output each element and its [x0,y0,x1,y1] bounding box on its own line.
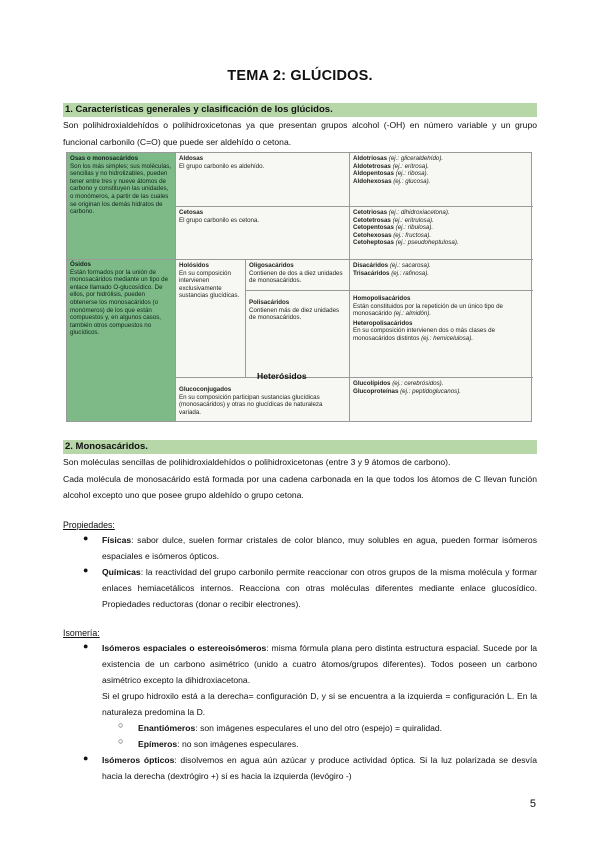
poli-cell [246,297,349,377]
osas-cell [67,153,175,259]
cetosas-item-0: Cetotriosas (ej.: dihidroxiacetona). [353,209,450,216]
poli-text: Contienen más de diez unidades de monosacáridos. [249,306,340,322]
oligo-item-1: Trisacáridos (ej.: rafinosa). [353,269,430,277]
bullet-icon: ● [83,533,89,543]
circle-bullet-icon: ○ [118,736,124,746]
gluco-cell [176,384,349,421]
cetosas-cell [176,207,349,259]
section2-text1: Son moléculas sencillas de polihidroxialdehídos o polihidroxicetonas (entre 3 y 9 átomos de carbono). [63,457,451,467]
gluco-title: Glucoconjugados [179,386,232,393]
enantiomeros-text: Enantiómeros: son imágenes especulares el uno del otro (espejo) = quiralidad. [138,723,443,733]
section1-text: Son polihidroxialdehídos o polihidroxicetonas ya que presentan grupos alcohol (-OH) en número variable y un grupo funcional carbonilo (C=O) que puede ser aldehído o cetona. [63,120,537,147]
poli-list [350,293,533,377]
espaciales-text: Isómeros espaciales o estereoisómeros: misma fórmula plana pero distinta estructura espacial. Sucede por la existencia de un carbono asimétrico (unido a cuatro átomos/grupos diferentes). Todos poseen un carbono asimétrico excepto la dihidroxiacetona. [102,643,538,685]
holosidos-text: En su composición intervienen exclusivamente sustancias glucídicas. [179,269,240,300]
espaciales-text2: Si el grupo hidroxilo está a la derecha= configuración D, y si se encuentra a la izquierda = configuración L. En la naturaleza predomina la D. [102,691,537,717]
classification-table [66,152,532,422]
osas-title: Osas o monosacáridos [70,155,139,162]
fisicas-text: Físicas: sabor dulce, suelen formar cristales de color blanco, muy solubles en agua, pueden formar isómeros espaciales e isómeros ópticos. [102,535,537,561]
aldosas-item-0: Aldotriosas (ej.: gliceraldehído). [353,155,444,162]
oligo-cell [246,260,349,290]
isomeria-label: Isomería: [63,628,100,638]
oligo-title: Oligosacáridos [249,262,294,269]
bullet-icon: ● [83,641,89,651]
quimicas-text: Químicas: la reactividad del grupo carbonilo permite reaccionar con otros grupos de la misma molécula y formar enlaces hemiacetálicos internos. Reacciona con otras moléculas diferentes mediante enlace glucosídico. Propiedades reductoras (donar o recibir electrones). [102,567,537,609]
osidos-cell [67,259,175,421]
osas-text: Son los más simples; sus moléculas, sencillas y no hidrolizables, pueden tener entre tres y nueve átomos de carbono y constituyen las unidades, o monómeros, a partir de las cuales se originan los demás hidratos de carbono. [70,162,172,216]
propiedades-label: Propiedades: [63,520,115,530]
section2-text2: Cada molécula de monosacárido está formada por una cadena carbonada en la que todos los átomos de C llevan función alcohol excepto uno que posee grupo aldehído o grupo cetona. [63,473,537,500]
cetosas-item-1: Cetotetrosas (ej.: eritrulosa). [353,216,434,224]
cetosas-item-3: Cetohexosas (ej.: fructosa). [353,231,432,239]
holosidos-title: Holósidos [179,262,209,269]
gluco-item-0: Glucolípidos (ej.: cerebrósidos). [353,380,444,387]
epimeros-item [118,736,537,752]
section1-heading: 1. Características generales y clasificación de los glúcidos. [63,103,537,117]
gluco-item-1: Glucoproteínas (ej.: peptidoglucanos). [353,387,462,395]
gluco-list [350,378,533,421]
cetosas-list [350,207,533,259]
cetosas-item-4: Cetoheptosas (ej.: pseudoheptulosa). [353,239,459,247]
aldosas-cell [176,153,349,206]
cetosas-text: El grupo carbonilo es cetona. [179,216,260,224]
cetosas-item-2: Cetopentosas (ej.: ribulosa). [353,224,434,232]
quimicas-item [84,564,537,612]
gluco-text: En su composición participan sustancias glucídicas (monosacáridos) y otras no glucídicas de naturaleza variada. [179,393,323,416]
espaciales-item [84,640,537,720]
osidos-title: Ósidos [70,261,91,268]
aldosas-item-1: Aldotetrosas (ej.: eritrosa). [353,162,430,170]
poli-title: Polisacáridos [249,299,290,306]
section2-intro [63,454,537,504]
oligo-list [350,260,533,290]
homo-text: Están constituidos por la repetición de un único tipo de monosacárido (ej.: almidón). [353,302,503,318]
enantiomeros-item [118,720,537,736]
bullet-icon: ● [83,565,89,575]
heterosidos-label: Heterósidos [257,371,307,381]
oligo-text: Contienen de dos a diez unidades de monosacáridos. [249,269,343,285]
hetero-text: En su composición intervienen dos o más clases de monosacáridos distintos (ej.: hemicelulosa). [353,327,496,342]
section2-heading: 2. Monosacáridos. [63,440,537,454]
aldosas-list [350,153,533,206]
aldosas-item-3: Aldohexosas (ej.: glucosa). [353,177,431,185]
epimeros-text: Epímeros: no son imágenes especulares. [138,739,299,749]
aldosas-title: Aldosas [179,155,204,162]
page-title: TEMA 2: GLÚCIDOS. [227,68,373,84]
aldosas-item-2: Aldopentosas (ej.: ribosa). [353,170,429,178]
homo-title: Homopolisacáridos [353,295,411,302]
oligo-item-0: Disacáridos (ej.: sacarosa). [353,262,431,269]
hetero-title: Heteropolisacáridos [353,319,413,327]
aldosas-text: El grupo carbonilo es aldehído. [179,162,265,170]
opticos-item [84,752,537,784]
fisicas-item [84,532,537,564]
bullet-icon: ● [83,753,89,763]
page-number: 5 [529,798,536,810]
holosidos-cell [176,260,245,377]
cetosas-title: Cetosas [179,209,204,216]
opticos-text: Isómeros ópticos: disolvemos en agua aún azúcar y produce actividad óptica. Si la luz polarizada se desvía hacia la derecha (dextrógiro +) si es hacia la izquierda (levógiro -) [102,755,538,781]
osidos-text: Están formados por la unión de monosacáridos mediante un tipo de enlace llamado O-glucosídico. De ellos, por hidrólisis, pueden obtenerse los monosacáridos (o monómeros) de los que están compuestos y, en algunos casos, también otros compuestos no glucídicos. [70,268,169,337]
circle-bullet-icon: ○ [118,720,124,730]
